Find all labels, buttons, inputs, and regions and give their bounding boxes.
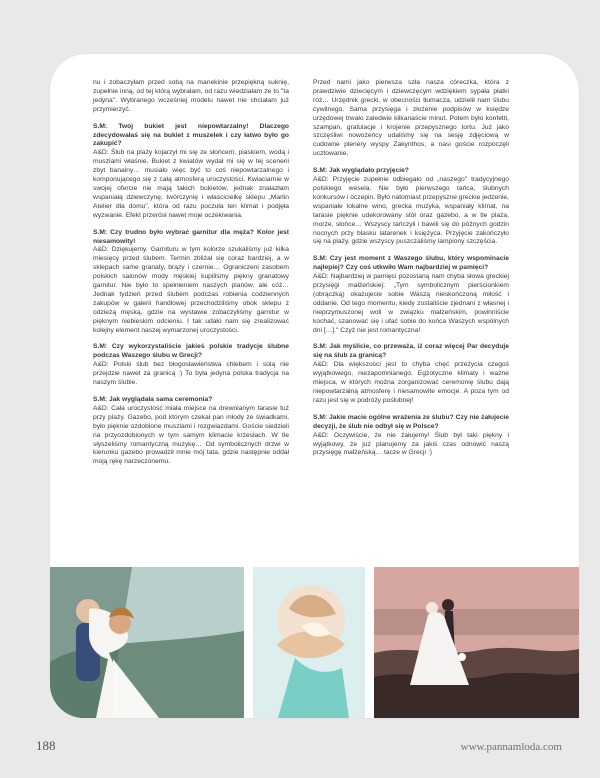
answer: A&D: Najbardziej w pamięci pozostaną nam chyba słowa greckiej przysięgi małżeńskiej: „Tym symbolicznym pierścionkiem (obrączką) okazujecie sobie Waszą nieskończoną miłość i oddanie. Od tego momentu, kiedy zostaliście zjednani z własnej i nieprzymuszonej woli w związku małżeńskim, powinniście kochać, szanować się i ufać sobie do końca Waszych wspólnych dni […]." Czyż nie jest romantyczna!: [313, 273, 509, 334]
answer: A&D: Dziękujemy. Garnituru w tym kolorze szukaliśmy już kilka miesięcy przed ślubem. Termin zbliżał się coraz bardziej, a w sklepach same granaty, brązy i czernie… Ograniczeni zasobem polskich salonów mody męskiej kupiliśmy piękny granatowy garnitur. Nie było to spełnieniem naszych planów, ale cóż… Jednak tydzień przed ślubem podczas robienia codziennych zakupów w galerii handlowej przechodziliśmy obok sklepu z odzieżą męską, gdzie na wystawie zobaczyliśmy garnitur w pięknym niebieskim odcieniu. I tak udało nam się zrealizować kolejny element naszej wymarzonej uroczystości.: [93, 246, 289, 334]
text-block: [93, 79, 289, 115]
answer: A&D: Cała uroczystość miała miejsce na drewnianym tarasie tuż przy plaży. Gazebo, pod którym czekał pan młody ze świadkami, było pięknie ozdobione muszlami i rozgwiazdami. Goście siedzieli na przyozdobionych w tym samym klimacie krzesłach. W tle słyszeliśmy romantyczną muzykę… Od symbolicznych drzwi w kierunku gazebo prowadził mnie mój tata, gdzie następnie oddał moją rękę narzeczonemu.: [93, 404, 289, 466]
seashell-bouquet-photo: [253, 567, 365, 718]
question: S.M: Jak myślicie, co przeważa, iż coraz więcej Par decyduje się na ślub za granicą?: [313, 343, 509, 360]
question: S.M: Czy trudno było wybrać garnitur dla męża? Kolor jest niesamowity!: [93, 228, 289, 245]
question: S.M: Czy wykorzystaliście jakieś polskie tradycje ślubne podczas Waszego ślubu w Grecji?: [93, 343, 289, 360]
right-column: [313, 79, 509, 466]
qa-block: [313, 343, 509, 405]
answer: A&D: Ślub na plaży kojarzył mi się ze słońcem, piaskiem, wodą i muszlami właśnie. Bukiet z kwiatów wydał mi się w tej scenerii zbyt banalny… musiało więc być to coś niepowtarzalnego i komponującego się z całą atmosferą uroczystości. Kwiaciarnie w swojej ofercie nie mają takich bukietów, jednak znalazłam wspaniałą dziewczynę, twórczynię i właścicielkę sklepu „Marlin Atelier dla domu", która od razu poczuła ten klimat i podjęła wyzwanie. Efekt przerósł nawet moje oczekiwania.: [93, 149, 289, 219]
question: S.M: Jak wyglądała sama ceremonia?: [93, 396, 213, 403]
qa-block: [93, 229, 289, 336]
website-url: www.pannamloda.com: [460, 741, 562, 753]
paragraph: Przed nami jako pierwsza szła nasza córeczka, która z prawdziwie dziecięcym i dziewczęcym wdziękiem sypała płatki róż… Urzędnik grecki, w obecności tłumacza, udzielił nam ślubu cywilnego. Sama przysięga i złożenie podpisów w księdze urzędowej trwało zaledwie kilkanaście minut. Potem było konfetti, szampan, gratulacje i krojenie przepysznego tortu. Już jako szczęśliwi nowożeńcy udaliśmy się na sesję zdjęciową w cudowne plenery wyspy Zakynthos, a nasi goście rozpoczęli ucztowanie.: [313, 79, 509, 158]
wedding-couple-photo: [50, 567, 244, 718]
paragraph: nu i zobaczyłam przed sobą na manekinie przepiękną suknię, zupełnie inną, od tej którą wybrałam, od razu wiedziałam że to "ta jedyna". Wybranego wcześniej modelu nawet nie chciałam już przymierzyć.: [93, 79, 289, 113]
qa-block: [313, 167, 509, 247]
left-column: [93, 79, 289, 475]
answer: A&D: Polski ślub bez błogosławieństwa chlebem i solą nie przejdzie nawet za granicą :) To była jedyna polska tradycja na naszym ślubie.: [93, 361, 289, 387]
text-block: [313, 79, 509, 159]
page-number: 188: [36, 738, 56, 753]
question: S.M: Jak wyglądało przyjęcie?: [313, 167, 409, 175]
article-page: [50, 54, 579, 718]
answer: A&D: Przyjęcie zupełnie odbiegało od „naszego" tradycyjnego polskiego wesela. Nie było pierwszego tańca, ślubnych konkursów i oczepin. Było natomiast przepyszne greckie jedzenie, wspaniałe lokalne wino, grecka muzyka, wspaniały klimat, na tarasie pięknie udekorowany stół oraz gazebo, a w tle plaża, morze, słońce… Wszyscy tańczyli i bawili się do późnych godzin nocnych przy blasku latarenek i księżyca. Przyjęcie zakończyło się na plaży, gdzie wszyscy puszczaliśmy lampiony szczęścia.: [313, 176, 509, 246]
question: S.M: Czy jest moment z Waszego ślubu, który wspominacie najlepiej? Czy coś utkwiło Wam najbardziej w pamięci?: [313, 255, 509, 272]
photo-strip: [50, 567, 579, 718]
qa-block: [93, 343, 289, 388]
qa-block: [313, 414, 509, 459]
answer: A&D: Dla większości jest to chyba chęć przeżycia czegoś wyjątkowego, niezapomnianego. Egzotyczne klimaty i ważne miejsca, w których można zorganizować ceremonię ślubu dają niepowtarzalną atmosferę i niesamowite emocje. A poza tym od razu jest się w podróży poślubnej!: [313, 361, 509, 404]
question: S.M: Twój bukiet jest niepowtarzalny! Dlaczego zdecydowałaś się na bukiet z muszelek i czy łatwo było go zakupić?: [93, 122, 289, 148]
sunset-couple-photo: [374, 567, 579, 718]
qa-block: [93, 123, 289, 221]
answer: A&D: Oczywiście, że nie żałujemy! Ślub był taki piękny i wyjątkowy, że już planujemy za jakiś czas odnowić naszą przysięgę małżeńską… tacze w Grecji :): [313, 431, 509, 457]
qa-block: [93, 396, 289, 467]
qa-block: [313, 255, 509, 335]
question: S.M: Jakie macie ogólne wrażenia ze ślubu? Czy nie żałujecie decyzji, że ślub nie odbył się w Polsce?: [313, 413, 509, 430]
